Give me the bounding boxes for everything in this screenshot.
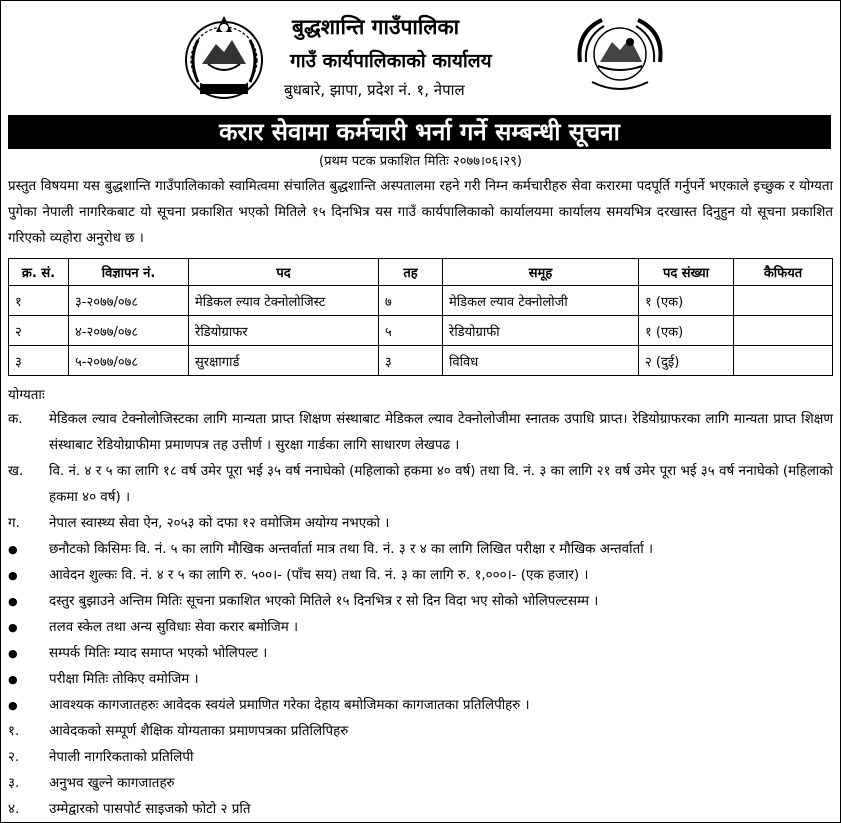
- cell-post: रेडियोग्राफर: [189, 316, 379, 346]
- municipality-name: बुद्धशान्ति गाउँपालिका: [292, 15, 460, 39]
- item-text: आवेदकको सम्पूर्ण शैक्षिक योग्यताका प्रमाणपत्रका प्रतिलिपिहरु: [49, 724, 349, 739]
- cell-remarks: [734, 346, 833, 376]
- cell-advt-no: ३-२०७७/०७८: [69, 286, 189, 316]
- col-header-group: समूह: [443, 259, 639, 286]
- bullet-icon: [8, 537, 49, 563]
- item-marker: क.: [8, 412, 23, 427]
- cell-level: ५: [379, 316, 443, 346]
- list-item: [8, 771, 833, 797]
- col-header-advt-no: विज्ञापन नं.: [69, 259, 189, 286]
- item-text: सम्पर्क मितिः म्याद समाप्त भएको भोलिपल्ट ।: [49, 646, 268, 661]
- list-item: [8, 563, 833, 589]
- office-address: बुधबारे, झापा, प्रदेश नं. १, नेपाल: [284, 81, 465, 99]
- table-row: [9, 316, 833, 346]
- item-text: उम्मेद्वारको पासपोर्ट साइजको फोटो २ प्रति: [49, 802, 251, 817]
- item-text: मेडिकल ल्याव टेक्नोलोजिस्टका लागि मान्यता प्राप्त शिक्षण संस्थाबाट मेडिकल ल्याव टेक्नोलोजीमा स्नातक उपाधि प्राप्त। रेडियोग्राफरका लागि मान्यता प्राप्त शिक्षण संस्थाबाट रेडियोग्राफीमा प्रमाणपत्र तह उत्तीर्ण । सुरक्षा गार्डका लागि साधारण लेखपढ ।: [49, 412, 833, 453]
- list-item: [8, 537, 833, 563]
- qualification-heading: योग्यताः: [8, 388, 45, 403]
- bullet-icon: [8, 589, 49, 615]
- list-item: [8, 407, 833, 459]
- item-text: तलव स्केल तथा अन्य सुविधाः सेवा करार बमोजिम ।: [49, 620, 299, 635]
- list-item: [8, 641, 833, 667]
- item-text: परीक्षा मितिः तोकिए वमोजिम ।: [49, 672, 199, 687]
- item-text: दस्तुर बुझाउने अन्तिम मितिः सूचना प्रकाशित भएको मितिले १५ दिनभित्र र सो दिन विदा भए सोको भोलिपल्टसम्म ।: [49, 594, 599, 609]
- table-row: [9, 286, 833, 316]
- item-marker: ४.: [8, 802, 20, 817]
- cell-serial: २: [9, 316, 69, 346]
- bullet-icon: [8, 615, 49, 641]
- item-marker: ग.: [8, 516, 20, 531]
- item-marker: २.: [8, 750, 20, 765]
- col-header-remarks: कैफियत: [734, 259, 833, 286]
- list-item: [8, 459, 833, 511]
- vacancy-table: [8, 258, 833, 376]
- item-text: नेपाल स्वास्थ्य सेवा ऐन, २०५३ को दफा १२ वमोजिम अयोग्य नभएको ।: [49, 516, 390, 531]
- cell-level: ३: [379, 346, 443, 376]
- list-item: [8, 719, 833, 745]
- cell-group: विविध: [443, 346, 639, 376]
- list-item: [8, 589, 833, 615]
- col-header-count: पद संख्या: [639, 259, 734, 286]
- item-marker: १.: [8, 724, 20, 739]
- item-marker: ३.: [8, 776, 20, 791]
- col-header-serial: क्र. सं.: [9, 259, 69, 286]
- list-item: [8, 511, 833, 537]
- letterhead: [0, 0, 841, 112]
- list-item: [8, 745, 833, 771]
- col-header-post: पद: [189, 259, 379, 286]
- item-text: आवश्यक कागजातहरुः आवेदक स्वयंले प्रमाणित गरेका देहाय बमोजिमका कागजातका प्रतिलिपीहरु ।: [49, 698, 530, 713]
- item-text: नेपाली नागरिकताको प्रतिलिपी: [49, 750, 194, 765]
- cell-remarks: [734, 316, 833, 346]
- item-marker: ख.: [8, 464, 24, 479]
- cell-count: १ (एक): [639, 286, 734, 316]
- bullet-icon: [8, 641, 49, 667]
- requirements-list: [8, 407, 833, 823]
- nepal-emblem-icon: [178, 10, 270, 102]
- office-name: गाउँ कार्यपालिकाको कार्यालय: [290, 50, 492, 72]
- bullet-icon: [8, 693, 49, 719]
- item-text: अनुभव खुल्ने कागजातहरु: [49, 776, 175, 791]
- cell-group: मेडिकल ल्याव टेक्नोलोजी: [443, 286, 639, 316]
- item-text: छनौटको किसिमः वि. नं. ५ का लागि मौखिक अन्तर्वार्ता मात्र तथा वि. नं. ३ र ४ का लागि लिखित परीक्षा र मौखिक अन्तर्वार्ता ।: [49, 542, 654, 557]
- cell-post: सुरक्षागार्ड: [189, 346, 379, 376]
- item-text: वि. नं. ४ र ५ का लागि १८ वर्ष उमेर पूरा भई ३५ वर्ष ननाघेको (महिलाको हकमा ४० वर्ष) तथा वि. नं. ३ का लागि २१ वर्ष उमेर पूरा भई ३५ वर्ष ननाघेको (महिलाको हकमा ४० वर्ष) ।: [49, 464, 833, 505]
- table-row: [9, 346, 833, 376]
- cell-level: ७: [379, 286, 443, 316]
- municipality-logo-icon: [572, 12, 668, 98]
- item-text: आवेदन शुल्कः वि. नं. ४ र ५ का लागि रु. ५००।- (पाँच सय) तथा वि. नं. ३ का लागि रु. १,०००।- (एक हजार) ।: [49, 568, 589, 583]
- cell-group: रेडियोग्राफी: [443, 316, 639, 346]
- list-item: [8, 667, 833, 693]
- publish-date: (प्रथम पटक प्रकाशित मितिः २०७७।०६।२९): [319, 154, 522, 169]
- col-header-level: तह: [379, 259, 443, 286]
- cell-advt-no: ४-२०७७/०७८: [69, 316, 189, 346]
- list-item: [8, 615, 833, 641]
- cell-post: मेडिकल ल्याव टेक्नोलोजिस्ट: [189, 286, 379, 316]
- cell-count: १ (एक): [639, 316, 734, 346]
- list-item: [8, 797, 833, 823]
- bullet-icon: [8, 563, 49, 589]
- list-item: [8, 693, 833, 719]
- cell-serial: ३: [9, 346, 69, 376]
- bullet-icon: [8, 667, 49, 693]
- table-header-row: [9, 259, 833, 286]
- intro-paragraph: प्रस्तुत विषयमा यस बुद्धशान्ति गाउँपालिकाको स्वामित्वमा संचालित बुद्धशान्ति अस्पतालमा रहने गरी निम्न कर्मचारीहरु सेवा करारमा पदपूर्ति गर्नुपर्ने भएकाले इच्छुक र योग्यता पुगेका नेपाली नागरिकबाट यो सूचना प्रकाशित भएको मितिले १५ दिनभित्र यस गाउँ कार्यपालिकाको कार्यालयमा कार्यालय समयभित्र दरखास्त दिनुहुन यो सूचना प्रकाशित गरिएको व्यहोरा अनुरोध छ ।: [8, 179, 833, 246]
- cell-remarks: [734, 286, 833, 316]
- cell-count: २ (दुई): [639, 346, 734, 376]
- cell-serial: १: [9, 286, 69, 316]
- cell-advt-no: ५-२०७७/०७८: [69, 346, 189, 376]
- notice-title: करार सेवामा कर्मचारी भर्ना गर्ने सम्बन्धी सूचना: [8, 115, 831, 149]
